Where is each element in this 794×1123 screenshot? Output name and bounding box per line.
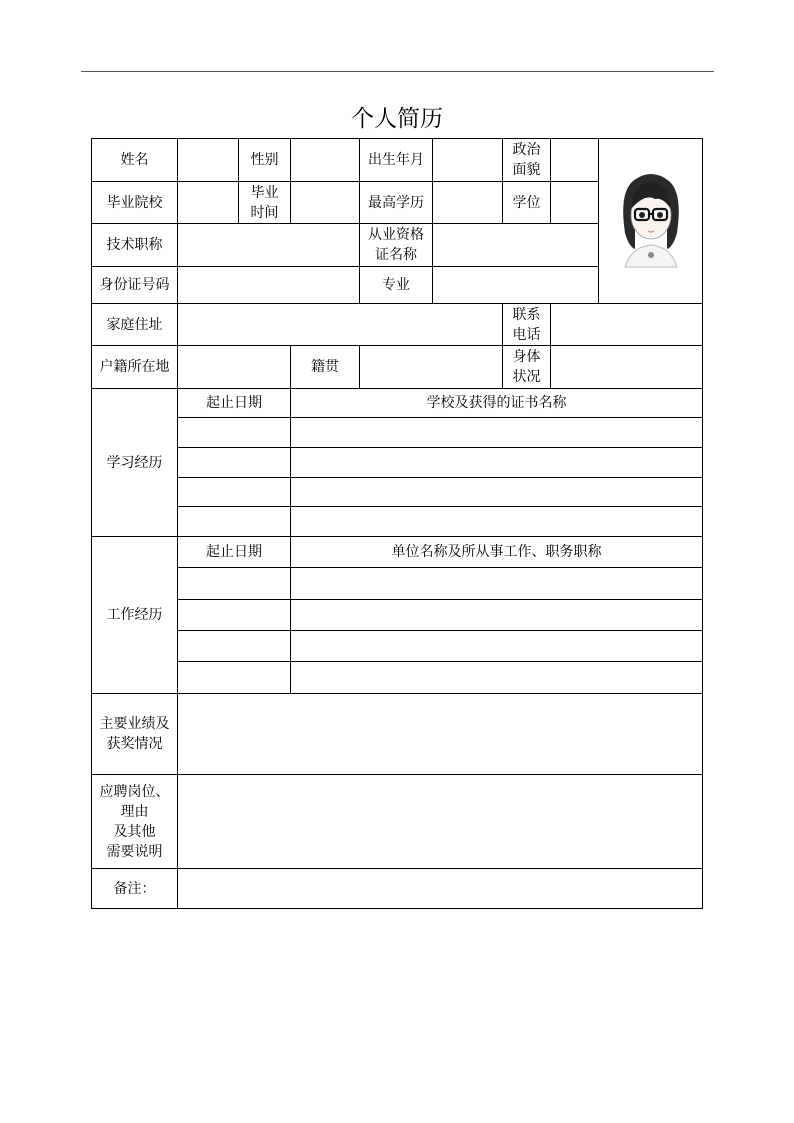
school-field[interactable] — [178, 182, 239, 224]
health-label-line1: 身体 — [512, 349, 541, 365]
achievements-label-line1: 主要业绩及 — [99, 716, 170, 732]
grad-time-field[interactable] — [291, 182, 360, 224]
remarks-label: 备注： — [92, 869, 178, 909]
work-content-field[interactable] — [291, 662, 703, 694]
achievements-label — [92, 694, 178, 775]
school-label: 毕业院校 — [92, 182, 178, 224]
tech-title-field[interactable] — [178, 224, 360, 267]
resume-table — [91, 138, 703, 909]
phone-label-line1: 联系 — [512, 306, 541, 323]
work-date-field[interactable] — [178, 662, 291, 694]
birth-field[interactable] — [433, 139, 503, 182]
work-date-header: 起止日期 — [178, 537, 291, 568]
apply-field[interactable] — [178, 775, 703, 869]
work-content-field[interactable] — [291, 631, 703, 662]
apply-label — [92, 775, 178, 869]
degree-label: 学位 — [503, 182, 551, 224]
origin-field[interactable] — [360, 346, 503, 389]
politics-label — [503, 139, 551, 182]
work-section-label: 工作经历 — [92, 537, 178, 694]
major-field[interactable] — [433, 267, 599, 304]
study-date-header: 起止日期 — [178, 389, 291, 418]
study-content-field[interactable] — [291, 507, 703, 537]
hukou-field[interactable] — [178, 346, 291, 389]
work-content-header: 单位名称及所从事工作、职务职称 — [291, 537, 703, 568]
work-date-field[interactable] — [178, 568, 291, 600]
study-date-field[interactable] — [178, 448, 291, 478]
health-label — [503, 346, 551, 389]
work-date-field[interactable] — [178, 600, 291, 631]
politics-label-line2: 面貌 — [512, 162, 541, 178]
apply-label-line2: 理由 — [120, 803, 149, 820]
education-label: 最高学历 — [360, 182, 433, 224]
work-content-field[interactable] — [291, 568, 703, 600]
achievements-label-line2: 获奖情况 — [106, 736, 163, 752]
study-date-field[interactable] — [178, 418, 291, 448]
name-field[interactable] — [178, 139, 239, 182]
origin-label: 籍贯 — [291, 346, 360, 389]
cert-label — [360, 224, 433, 267]
page-title: 个人简历 — [351, 106, 443, 132]
degree-field[interactable] — [551, 182, 599, 224]
birth-label: 出生年月 — [360, 139, 433, 182]
apply-label-line3: 及其他 — [113, 823, 156, 840]
phone-field[interactable] — [551, 304, 703, 346]
study-date-field[interactable] — [178, 478, 291, 507]
hukou-label: 户籍所在地 — [92, 346, 178, 389]
phone-label — [503, 304, 551, 346]
study-content-header: 学校及获得的证书名称 — [291, 389, 703, 418]
grad-time-label — [239, 182, 291, 224]
work-content-field[interactable] — [291, 600, 703, 631]
avatar — [611, 163, 691, 273]
health-label-line2: 状况 — [512, 369, 541, 385]
name-label: 姓名 — [92, 139, 178, 182]
header-rule — [81, 71, 714, 72]
major-label: 专业 — [360, 267, 433, 304]
cert-label-line1: 从业资格 — [368, 227, 424, 243]
study-section-label: 学习经历 — [92, 389, 178, 537]
study-content-field[interactable] — [291, 418, 703, 448]
photo-cell[interactable] — [599, 139, 703, 304]
id-field[interactable] — [178, 267, 360, 304]
cert-label-line2: 证名称 — [375, 247, 417, 263]
study-content-field[interactable] — [291, 448, 703, 478]
work-date-field[interactable] — [178, 631, 291, 662]
study-date-field[interactable] — [178, 507, 291, 537]
politics-label-line1: 政治 — [512, 142, 541, 158]
cert-field[interactable] — [433, 224, 599, 267]
achievements-field[interactable] — [178, 694, 703, 775]
politics-field[interactable] — [551, 139, 599, 182]
grad-time-label-line2: 时间 — [250, 204, 279, 221]
remarks-field[interactable] — [178, 869, 703, 909]
study-content-field[interactable] — [291, 478, 703, 507]
tech-title-label: 技术职称 — [92, 224, 178, 267]
phone-label-line2: 电话 — [512, 326, 541, 343]
id-label: 身份证号码 — [92, 267, 178, 304]
health-field[interactable] — [551, 346, 703, 389]
apply-label-line4: 需要说明 — [106, 843, 163, 860]
gender-field[interactable] — [291, 139, 360, 182]
address-label: 家庭住址 — [92, 304, 178, 346]
apply-label-line1: 应聘岗位、 — [99, 783, 170, 800]
grad-time-label-line1: 毕业 — [250, 184, 279, 201]
education-field[interactable] — [433, 182, 503, 224]
gender-label: 性别 — [239, 139, 291, 182]
address-field[interactable] — [178, 304, 503, 346]
